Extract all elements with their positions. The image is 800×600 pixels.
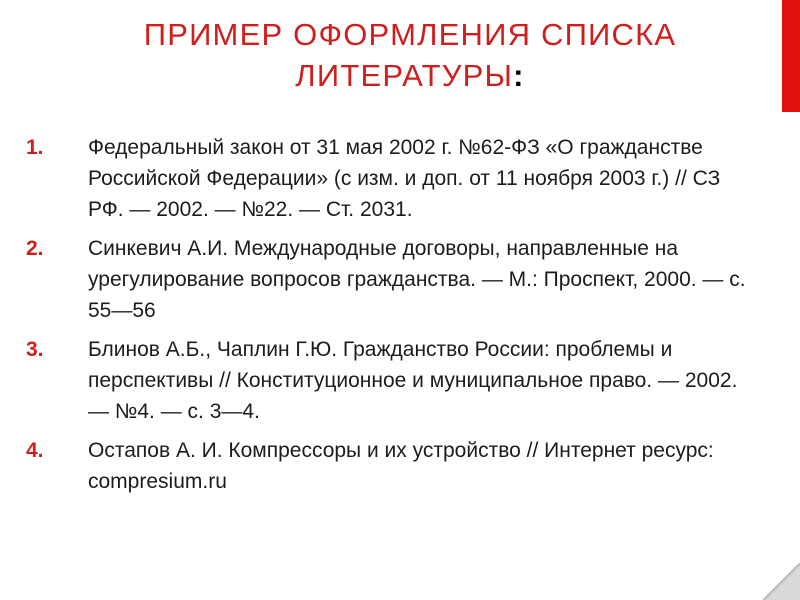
reference-number: 1. xyxy=(26,136,44,159)
reference-item-1 xyxy=(26,132,746,225)
reference-item-2 xyxy=(26,233,746,326)
title-line-1: ПРИМЕР ОФОРМЛЕНИЯ СПИСКА xyxy=(143,17,677,52)
reference-item-4 xyxy=(26,435,746,497)
fold-flap xyxy=(762,562,800,600)
accent-bar xyxy=(782,0,800,112)
reference-number: 3. xyxy=(26,338,44,361)
title-line-2 xyxy=(60,55,760,96)
title-colon: : xyxy=(513,58,525,93)
reference-list xyxy=(26,132,746,505)
slide-title xyxy=(60,14,760,96)
page-fold-corner xyxy=(762,562,800,600)
reference-text: Остапов А. И. Компрессоры и их устройство // Интернет ресурс: compresium.ru xyxy=(88,439,714,493)
reference-item-3 xyxy=(26,334,746,427)
reference-number: 2. xyxy=(26,237,44,260)
reference-text: Синкевич А.И. Международные договоры, направленные на урегулирование вопросов гражданства. — М.: Проспект, 2000. — с. 55—56 xyxy=(88,237,746,322)
reference-text: Федеральный закон от 31 мая 2002 г. №62-ФЗ «О гражданстве Российской Федерации» (с изм. и доп. от 11 ноября 2003 г.) // СЗ РФ. — 2002. — №22. — Ст. 2031. xyxy=(88,136,721,221)
reference-number: 4. xyxy=(26,439,44,462)
title-line-2-text: ЛИТЕРАТУРЫ xyxy=(295,58,514,93)
reference-text: Блинов А.Б., Чаплин Г.Ю. Гражданство России: проблемы и перспективы // Конституционное и муниципальное право. — 2002. — №4. — с. 3—4. xyxy=(88,338,738,423)
